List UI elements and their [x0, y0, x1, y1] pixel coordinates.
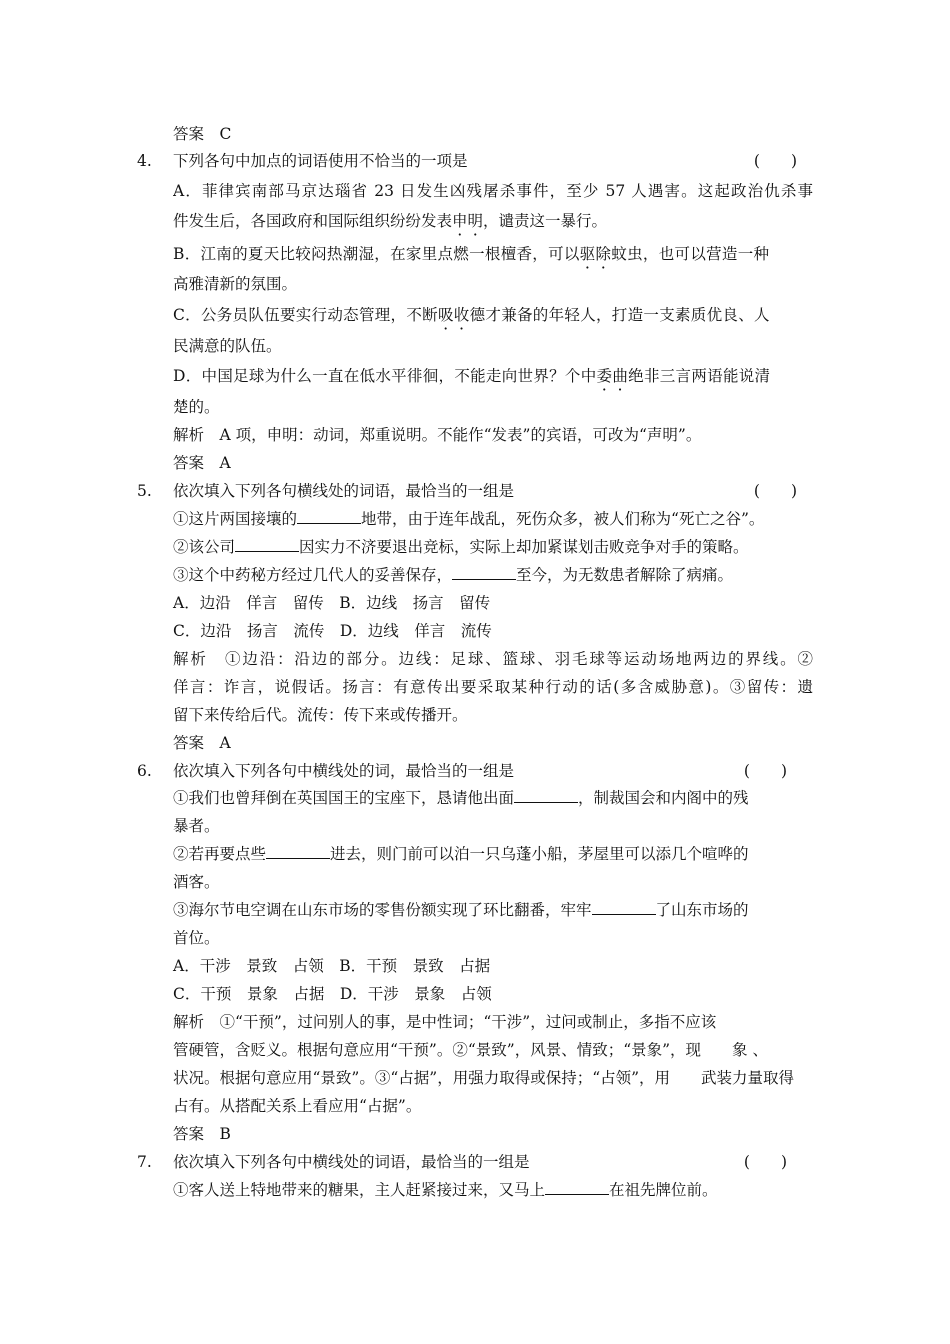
text: 因实力不济要退出竞标，实际上却加紧谋划击败竞争对手的策略。	[299, 538, 749, 556]
text: ②若再要点些	[173, 845, 267, 863]
q6-number: 6.	[137, 762, 152, 780]
text: 至今，为无数患者解除了病痛。	[516, 566, 734, 584]
q6-analysis-line3: 状况。根据句意应用“景致”。③“占据”，用强力取得或保持；“占领”，用 武装力量取得	[173, 1069, 795, 1087]
text: ②该公司	[173, 538, 236, 556]
q7-header	[137, 1152, 787, 1172]
text: ①客人送上特地带来的糖果，主人赶紧接过来，又马上	[173, 1181, 546, 1199]
q4-option-b-line2: 高雅清新的氛围。	[173, 275, 298, 293]
q6-options-ab: A．干涉 景致 占领 B．干预 景致 占据	[173, 957, 491, 975]
dotted-char: 委	[596, 367, 613, 385]
q4-option-a-line2	[173, 211, 607, 231]
text: ，制裁国会和内阁中的残	[578, 789, 749, 807]
q4-option-a-line1: A．菲律宾南部马京达瑙省 23 日发生凶残屠杀事件，至少 57 人遇害。这起政治仇杀事	[173, 182, 813, 200]
q5-options-cd: C．边沿 扬言 流传 D．边线 佯言 流传	[173, 622, 492, 640]
q4-option-d-line1	[173, 366, 770, 386]
fill-blank	[266, 844, 330, 859]
q5-sentence-3	[173, 565, 733, 585]
text: B．江南的夏天比较闷热潮湿，在家里点燃一根檀香，可以	[173, 245, 580, 263]
dotted-char: 驱	[579, 245, 596, 263]
q5-analysis-line3: 留下来传给后代。流传：传下来或传播开。	[173, 706, 468, 724]
q7-number: 7.	[137, 1153, 152, 1171]
q4-number: 4.	[137, 152, 152, 170]
q4-option-c-line1	[173, 305, 770, 325]
q5-header	[137, 481, 797, 501]
dotted-char: 除	[595, 245, 612, 263]
q6-sentence-2-line1	[173, 844, 749, 864]
text: ①这片两国接壤的	[173, 510, 298, 528]
q6-sentence-3-line1	[173, 900, 749, 920]
text: D．中国足球为什么一直在低水平徘徊，不能走向世界？个中	[173, 367, 597, 385]
fill-blank	[592, 900, 656, 915]
q5-stem: 依次填入下列各句横线处的词语，最恰当的一组是	[173, 482, 515, 500]
fill-blank	[235, 537, 299, 552]
text: 德才兼备的年轻人，打造一支素质优良、人	[469, 306, 770, 324]
fill-blank	[514, 788, 578, 803]
q4-option-b-line1	[173, 244, 813, 264]
q5-analysis-line2: 佯言：诈言，说假话。扬言：有意传出要采取某种行动的话(多含威胁意)。③留传：遗	[173, 678, 813, 696]
q7-sentence-1	[173, 1180, 718, 1200]
dotted-char: 吸	[437, 306, 454, 324]
q5-paren: ( )	[753, 482, 797, 500]
text: 地带，由于连年战乱，死伤众多，被人们称为“死亡之谷”。	[361, 510, 765, 528]
q4-analysis: 解析 A 项，申明：动词，郑重说明。不能作“发表”的宾语，可改为“声明”。	[173, 426, 702, 444]
q6-sentence-2-line2: 酒客。	[173, 873, 220, 891]
text: 绝非三言两语能说清	[628, 367, 771, 385]
q6-sentence-1-line1	[173, 788, 749, 808]
q5-options-ab: A．边沿 佯言 留传 B．边线 扬言 留传	[173, 594, 491, 612]
fill-blank	[297, 509, 361, 524]
text: ①我们也曾拜倒在英国国王的宝座下，恳请他出面	[173, 789, 515, 807]
q5-analysis-line1: 解析 ①边沿：沿边的部分。边线：足球、篮球、羽毛球等运动场地两边的界线。②	[173, 650, 813, 668]
dotted-char: 明	[467, 212, 484, 230]
q6-header	[137, 761, 787, 781]
q6-sentence-1-line2: 暴者。	[173, 817, 220, 835]
text: 件发生后，各国政府和国际组织纷纷发表	[173, 212, 453, 230]
text: 蚊虫，也可以营造一种	[611, 245, 770, 263]
q4-answer: 答案 A	[173, 454, 231, 472]
text: ③这个中药秘方经过几代人的妥善保存，	[173, 566, 453, 584]
q6-analysis-line4: 占有。从搭配关系上看应用“占据”。	[173, 1097, 422, 1115]
q4-option-c-line2: 民满意的队伍。	[173, 337, 282, 355]
q4-stem: 下列各句中加点的词语使用不恰当的一项是	[173, 152, 468, 170]
dotted-char: 收	[453, 306, 470, 324]
text: C．公务员队伍要实行动态管理，不断	[173, 306, 438, 324]
q7-paren: ( )	[743, 1153, 787, 1171]
q5-sentence-1	[173, 509, 764, 529]
fill-blank	[545, 1180, 609, 1195]
q4-option-d-line2: 楚的。	[173, 398, 220, 416]
fill-blank	[452, 565, 516, 580]
q4-header	[137, 151, 797, 171]
q7-stem: 依次填入下列各句中横线处的词语，最恰当的一组是	[173, 1153, 530, 1171]
q5-answer: 答案 A	[173, 734, 231, 752]
q6-options-cd: C．干预 景象 占据 D．干涉 景象 占领	[173, 985, 492, 1003]
q6-analysis-line1: 解析 ①“干预”，过问别人的事，是中性词；“干涉”，过问或制止，多指不应该	[173, 1013, 717, 1031]
q6-analysis-line2: 管硬管，含贬义。根据句意应用“干预”。②“景致”，风景、情致；“景象”，现 象 、	[173, 1041, 768, 1059]
q5-number: 5.	[137, 482, 152, 500]
q4-paren: ( )	[753, 152, 797, 170]
dotted-char: 申	[452, 212, 468, 230]
q6-stem: 依次填入下列各句中横线处的词，最恰当的一组是	[173, 762, 515, 780]
text: 在祖先牌位前。	[609, 1181, 718, 1199]
text: 了山东市场的	[655, 901, 749, 919]
q5-sentence-2	[173, 537, 749, 557]
text: ③海尔节电空调在山东市场的零售份额实现了环比翻番，牢牢	[173, 901, 592, 919]
q6-paren: ( )	[743, 762, 787, 780]
dotted-char: 曲	[612, 367, 629, 385]
text: 进去，则门前可以泊一只乌蓬小船，茅屋里可以添几个喧哗的	[330, 845, 749, 863]
text: ，谴责这一暴行。	[483, 212, 608, 230]
q6-answer: 答案 B	[173, 1125, 231, 1143]
q3-answer: 答案 C	[173, 125, 232, 143]
q6-sentence-3-line2: 首位。	[173, 929, 220, 947]
